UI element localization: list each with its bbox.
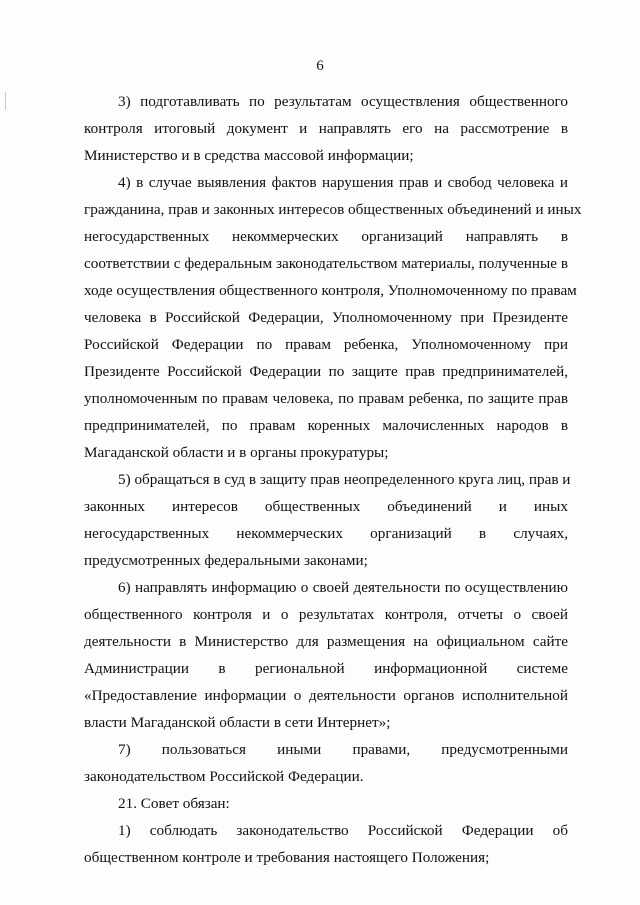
text-line: 5) обращаться в суд в защиту прав неопределенного круга лиц, прав и (118, 471, 571, 488)
text-line: Администрации в региональной информационной системе (84, 660, 568, 677)
text-line: «Предоставление информации о деятельности органов исполнительной (84, 687, 568, 704)
text-line: деятельности в Министерство для размещения на официальном сайте (84, 633, 568, 650)
page-number: 6 (316, 58, 324, 74)
text-line: предусмотренных федеральными законами; (84, 552, 368, 569)
text-line: гражданина, прав и законных интересов общественных объединений и иных (84, 201, 582, 218)
text-line: человека в Российской Федерации, Уполномоченному при Президенте (84, 309, 568, 326)
text-line: 6) направлять информацию о своей деятельности по осуществлению (118, 579, 568, 596)
text-line: власти Магаданской области в сети Интернет»; (84, 714, 391, 731)
text-line: предпринимателей, по правам коренных малочисленных народов в (84, 417, 568, 434)
text-line: Министерство и в средства массовой информации; (84, 147, 414, 164)
section-heading: 21. Совет обязан: (118, 795, 230, 812)
text-line: Российской Федерации по правам ребенка, Уполномоченному при (84, 336, 568, 353)
text-line: 3) подготавливать по результатам осуществления общественного (118, 93, 568, 110)
text-line: 1) соблюдать законодательство Российской Федерации об (118, 822, 568, 839)
text-line: законных интересов общественных объединений и иных (84, 498, 568, 515)
text-line: Президенте Российской Федерации по защите прав предпринимателей, (84, 363, 568, 380)
text-line: соответствии с федеральным законодательством материалы, полученные в (84, 255, 568, 272)
text-line: 7) пользоваться иными правами, предусмотренными (118, 741, 568, 758)
text-line: негосударственных некоммерческих организаций направлять в (84, 228, 568, 245)
text-line: общественном контроле и требования настоящего Положения; (84, 849, 490, 866)
text-line: негосударственных некоммерческих организаций в случаях, (84, 525, 568, 542)
text-line: законодательством Российской Федерации. (84, 768, 364, 785)
text-line: ходе осуществления общественного контроля, Уполномоченному по правам (84, 282, 577, 299)
text-line: общественного контроля и о результатах контроля, отчеты о своей (84, 606, 568, 623)
text-line: контроля итоговый документ и направлять его на рассмотрение в (84, 120, 568, 137)
text-line: Магаданской области и в органы прокуратуры; (84, 444, 389, 461)
text-line: 4) в случае выявления фактов нарушения прав и свобод человека и (118, 174, 568, 191)
text-line: уполномоченным по правам человека, по правам ребенка, по защите прав (84, 390, 568, 407)
